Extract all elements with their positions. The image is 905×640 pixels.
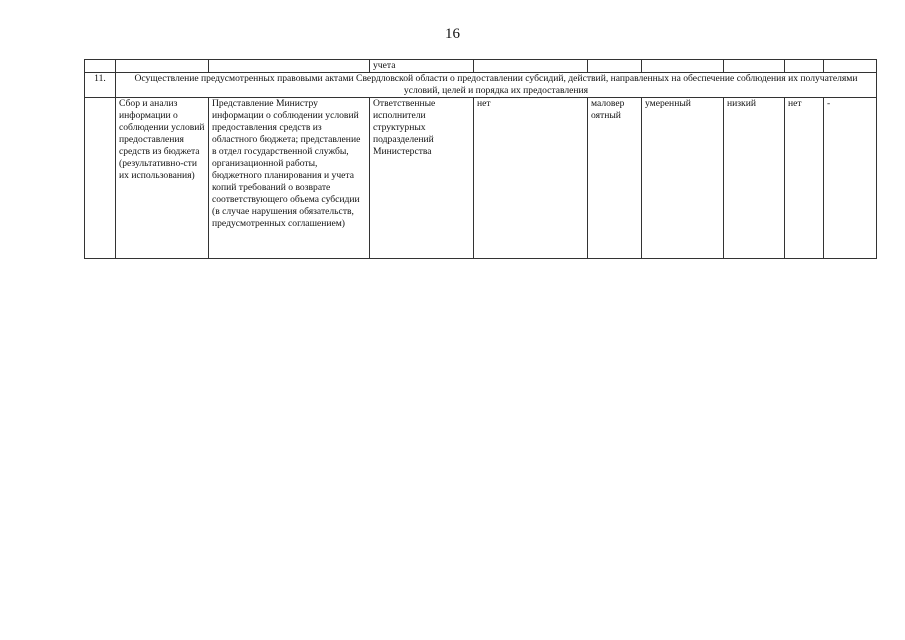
cell-responsible: Ответственные исполнители структурных подразделений Министерства (370, 98, 474, 259)
table-row-continued (85, 60, 877, 73)
risk-table (84, 59, 877, 259)
cell-empty (824, 60, 877, 73)
table-row (85, 98, 877, 259)
section-number: 11. (85, 73, 116, 98)
cell-empty (474, 60, 588, 73)
cell-empty (209, 60, 370, 73)
cell-empty (724, 60, 785, 73)
page-number: 16 (445, 26, 460, 42)
table-row-section (85, 73, 877, 98)
section-title: Осуществление предусмотренных правовыми актами Свердловской области о предоставлении субсидий, действий, направленных на обеспечение соблюдения их получателями условий, целей и порядка их предоставления (116, 73, 877, 98)
cell-col7: низкий (724, 98, 785, 259)
cell-col5: маловер оятный (588, 98, 642, 259)
cell-col4: нет (474, 98, 588, 259)
cell-empty (588, 60, 642, 73)
cell-empty (785, 60, 824, 73)
cell-measure: Представление Министру информации о соблюдении условий предоставления средств из областного бюджета; представление в отдел государственной службы, организационной работы, бюджетного планирования и учета копий требований о возврате соответствующего объема субсидии (в случае нарушения обязательств, предусмотренных соглашением) (209, 98, 370, 259)
cell-empty (85, 98, 116, 259)
cell-function: Сбор и анализ информации о соблюдении условий предоставления средств из бюджета (результативно-сти их использования) (116, 98, 209, 259)
cell-col8: нет (785, 98, 824, 259)
cell-col6: умеренный (642, 98, 724, 259)
cell-continued-text: учета (370, 60, 474, 73)
cell-empty (116, 60, 209, 73)
cell-col9: - (824, 98, 877, 259)
cell-empty (642, 60, 724, 73)
cell-empty (85, 60, 116, 73)
